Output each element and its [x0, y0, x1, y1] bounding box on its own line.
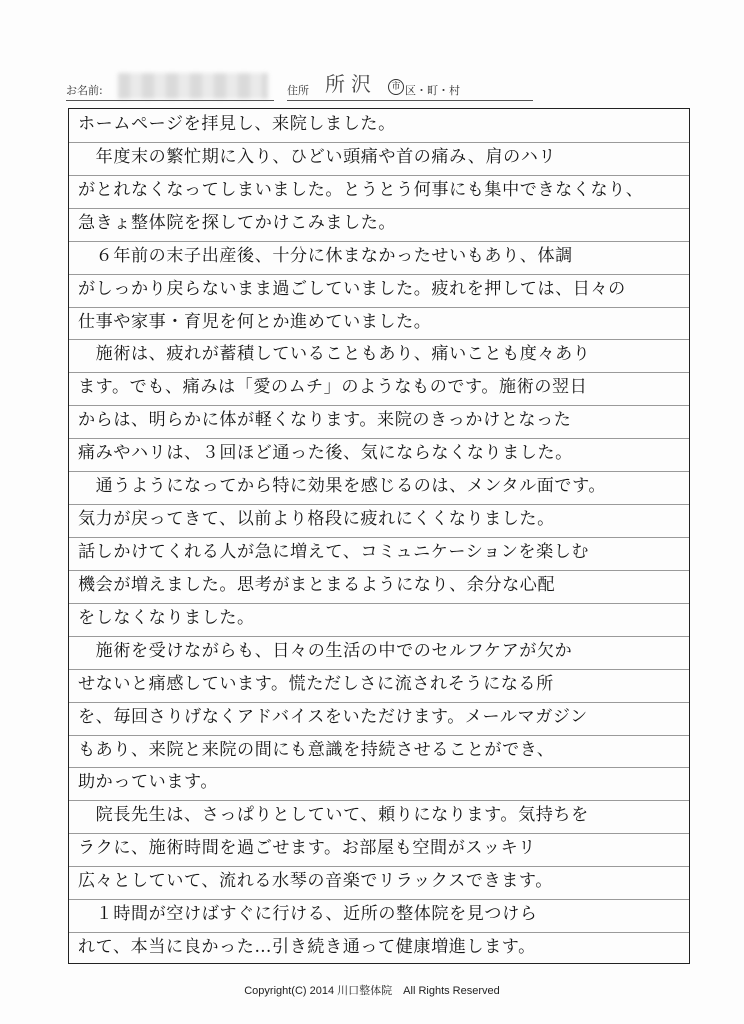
message-line: ６年前の末子出産後、十分に休まなかったせいもあり、体調 — [78, 245, 573, 266]
name-label: お名前: — [66, 84, 103, 97]
message-line: がしっかり戻らないまま過ごしていました。疲れを押しては、日々の — [78, 278, 626, 299]
message-line: がとれなくなってしまいました。とうとう何事にも集中できなくなり、 — [78, 179, 644, 200]
address-underline — [287, 100, 533, 101]
message-line: からは、明らかに体が軽くなります。来院のきっかけとなった — [78, 410, 572, 431]
message-line: 機会が増えました。思考がまとまるようになり、余分な心配 — [78, 574, 556, 595]
message-line: 痛みやハリは、３回ほど通った後、気にならなくなりました。 — [78, 443, 573, 464]
message-line: もあり、来院と来院の間にも意識を持続させることができ、 — [78, 739, 555, 760]
redacted-name — [118, 73, 268, 99]
message-line: 年度末の繁忙期に入り、ひどい頭痛や首の痛み、肩のハリ — [78, 146, 557, 167]
message-line: 院長先生は、さっぱりとしていて、頼りになります。気持ちを — [78, 805, 589, 826]
ward-town-village-label: 区・町・村 — [405, 84, 460, 97]
message-line: 助かっています。 — [78, 772, 219, 793]
message-line: 仕事や家事・育児を何とか進めていました。 — [78, 311, 432, 332]
message-line: 急きょ整体院を探してかけこみました。 — [78, 212, 397, 233]
message-line: せないと痛感しています。慌ただしさに流されそうになる所 — [78, 673, 554, 694]
message-line: 施術を受けながらも、日々の生活の中でのセルフケアが欠か — [78, 640, 573, 661]
message-line: 通うようになってから特に効果を感じるのは、メンタル面です。 — [78, 476, 607, 497]
message-line: 広々としていて、流れる水琴の音楽でリラックスできます。 — [78, 871, 553, 892]
address-label: 住所 — [287, 84, 309, 97]
message-line: 気力が戻ってきて、以前より格段に疲れにくくなりました。 — [78, 509, 555, 530]
copyright-footer: Copyright(C) 2014 川口整体院 All Rights Reserved — [244, 985, 500, 997]
message-line: 施術は、疲れが蓄積していることもあり、痛いことも度々あり — [78, 344, 591, 365]
message-line: ます。でも、痛みは「愛のムチ」のようなものです。施術の翌日 — [78, 377, 588, 398]
city-circled-mark: 市 — [388, 79, 404, 95]
message-line: 話しかけてくれる人が急に増えて、コミュニケーションを楽しむ — [78, 542, 590, 562]
name-underline — [66, 100, 274, 101]
message-line: １時間が空けばすぐに行ける、近所の整体院を見つけら — [78, 904, 538, 925]
message-line: をしなくなりました。 — [78, 607, 255, 628]
message-line: ホームページを拝見し、来院しました。 — [78, 114, 396, 134]
message-line: を、毎回さりげなくアドバイスをいただけます。メールマガジン — [78, 706, 588, 727]
message-line: れて、本当に良かった…引き続き通って健康増進します。 — [78, 937, 536, 958]
message-line: ラクに、施術時間を過ごせます。お部屋も空間がスッキリ — [78, 838, 536, 859]
address-city: 所沢 — [325, 72, 377, 96]
